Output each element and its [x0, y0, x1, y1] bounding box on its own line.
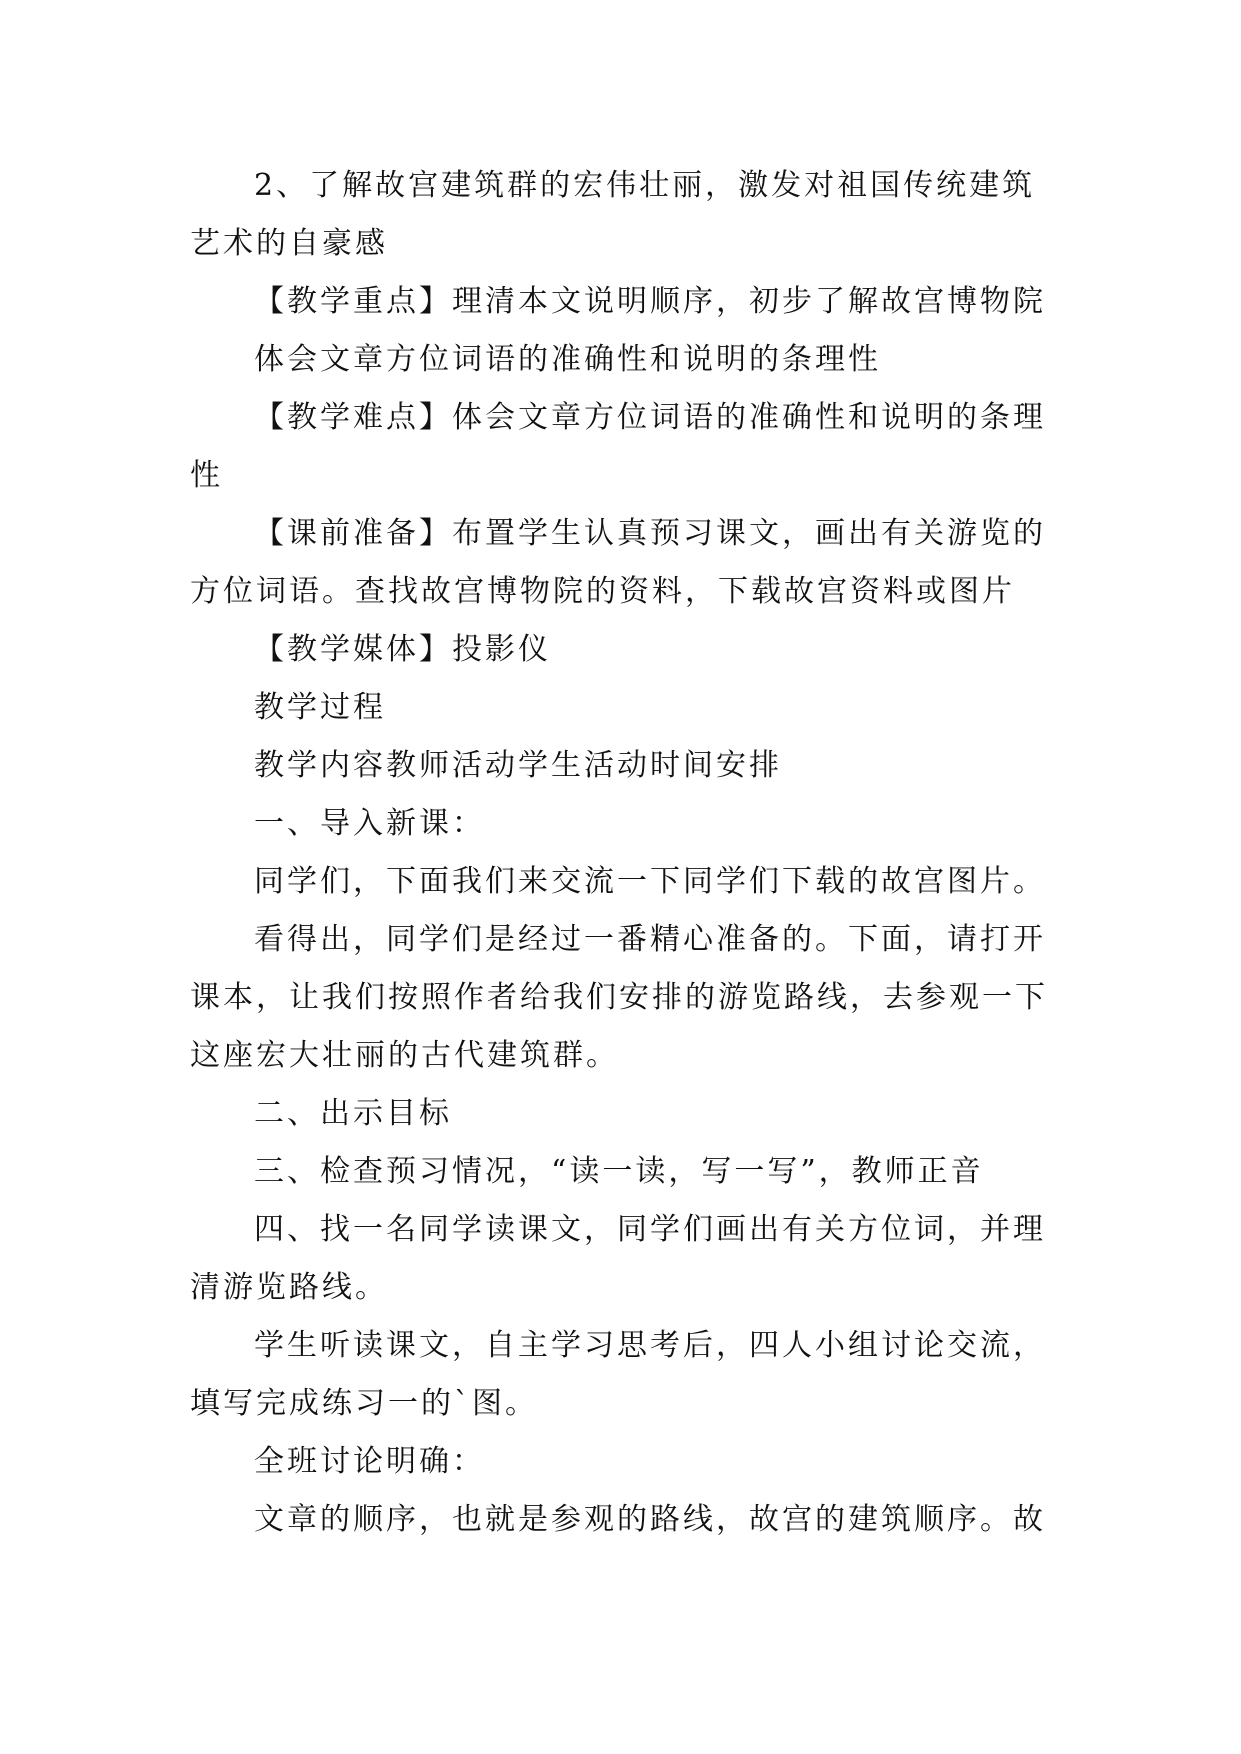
paragraph-teaching-focus: 【教学重点】理清本文说明顺序，初步了解故宫博物院: [254, 284, 1046, 319]
paragraph-section-2: 二、出示目标: [254, 1096, 452, 1131]
paragraph-table-header: 教学内容教师活动学生活动时间安排: [254, 748, 782, 783]
paragraph-objective-2: 2、了解故宫建筑群的宏伟壮丽，激发对祖国传统建筑艺术的自豪感: [190, 168, 1036, 261]
paragraph-intro-2: 看得出，同学们是经过一番精心准备的。下面，请打开课本，让我们按照作者给我们安排的游览路线，去参观一下这座宏大壮丽的古代建筑群。: [190, 922, 1048, 1073]
paragraph-section-1: 一、导入新课：: [254, 806, 485, 841]
paragraph-teaching-focus-2: 体会文章方位词语的准确性和说明的条理性: [254, 342, 881, 377]
paragraph-intro-1: 同学们，下面我们来交流一下同学们下载的故宫图片。: [254, 864, 1046, 899]
paragraph-process-heading: 教学过程: [254, 690, 386, 725]
paragraph-class-discussion: 全班讨论明确：: [254, 1444, 485, 1479]
paragraph-order: 文章的顺序，也就是参观的路线，故宫的建筑顺序。故: [254, 1502, 1046, 1537]
paragraph-preparation: 【课前准备】布置学生认真预习课文，画出有关游览的方位词语。查找故宫博物院的资料，下载故宫资料或图片: [190, 516, 1046, 609]
paragraph-media: 【教学媒体】投影仪: [254, 632, 551, 667]
document-body: [190, 157, 1050, 1549]
paragraph-teaching-difficulty: 【教学难点】体会文章方位词语的准确性和说明的条理性: [190, 400, 1046, 493]
paragraph-section-4: 四、找一名同学读课文，同学们画出有关方位词，并理清游览路线。: [190, 1212, 1046, 1305]
paragraph-student-activity: 学生听读课文，自主学习思考后，四人小组讨论交流，填写完成练习一的`图。: [190, 1328, 1046, 1421]
paragraph-section-3: 三、检查预习情况，“读一读，写一写”，教师正音: [254, 1154, 984, 1189]
